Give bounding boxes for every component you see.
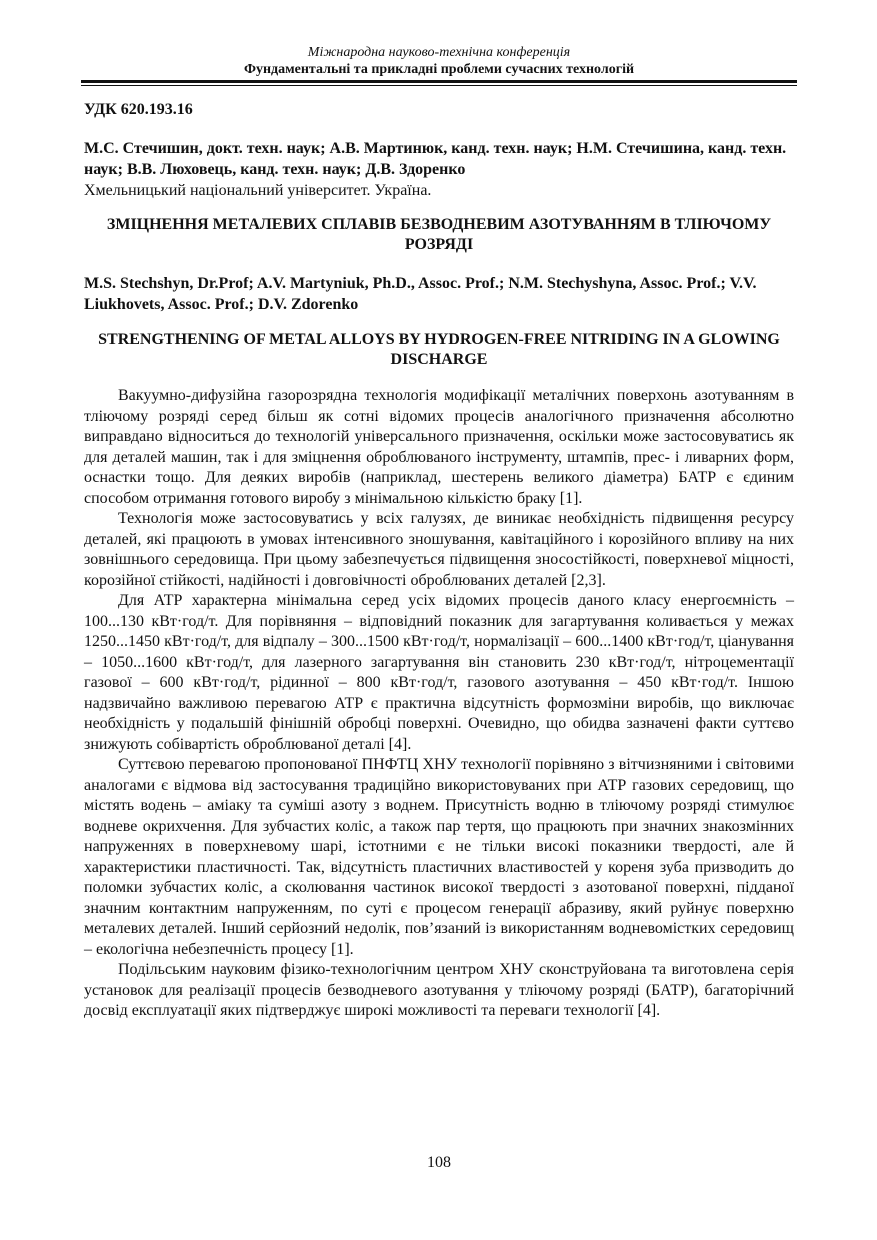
page-number: 108 [427,1154,451,1171]
paragraph: Вакуумно-дифузійна газорозрядна технологія модифікації металічних поверхонь азотуванням в тліючому розряді серед більш як сотні відомих процесів аналогічного призначення абсолютно виправдано відноситься до технологій універсального призначення, оскільки може застосовуватись як для деталей машин, так і для зміцнення оброблюваного інструменту, штампів, прес- і ливарних форм, оснастки тощо. Для деяких виробів (наприклад, шестерень великого діаметра) БАТР є єдиним способом отримання готового виробу з мінімальною кількістю браку [1]. [84,387,794,507]
authors-en: M.S. Stechshyn, Dr.Prof; A.V. Martyniuk, Ph.D., Assoc. Prof.; N.M. Stechyshyna, Assoc. Prof.; V.V. Liukhovets, Assoc. Prof.; D.V. Zdorenko [84,275,757,313]
header-rule-thin [81,85,797,86]
affiliation: Хмельницький національний університет. Україна. [84,182,432,199]
paragraph: Суттєвою перевагою пропонованої ПНФТЦ ХНУ технології порівняно з вітчизняними і світовими аналогами є відмова від застосування традиційно використовуваних при АТР газових середовищ, що містять водень – аміаку та суміші азоту з воднем. Присутність водню в тліючому розряді стимулює водневе окрихчення. Для зубчастих коліс, а також пар тертя, що працюють при значних знакозмінних напруженнях в поверхневому шарі, істотними є не тільки високі показники твердості, але й характеристики пластичності. Так, відсутність пластичних властивостей у кореня зуба призводить до поломки зубчастих коліс, а сколювання частинок високої твердості з азотованої поверхні, підданої значним контактним напруженням, по суті є процесом генерації абразиву, який руйнує поверхню металевих деталей. Інший серйозний недолік, пов’язаний із використанням водневомістких середовищ – екологічна небезпечність процесу [1]. [84,756,794,958]
authors-block-ua [84,138,794,201]
paragraph: Подільським науковим фізико-технологічним центром ХНУ сконструйована та виготовлена серія установок для реалізації процесів безводневого азотування у тліючому розряді (БАТР), багаторічний досвід експлуатації яких підтверджує широкі можливості та переваги технології [4]. [84,961,794,1019]
body-text [84,386,794,1022]
conference-title: Фундаментальні та прикладні проблеми сучасних технологій [243,62,635,77]
title-en: STRENGTHENING OF METAL ALLOYS BY HYDROGEN-FREE NITRIDING IN A GLOWING DISCHARGE [98,331,780,368]
udc-code: УДК 620.193.16 [84,101,193,118]
conference-name: Міжнародна науково-технічна конференція [307,45,571,60]
paragraph: Для АТР характерна мінімальна серед усіх відомих процесів даного класу енергоємність – 100...130 кВт·год/т. Для порівняння – відповідний показник для загартування коливається у межах 1250...1450 кВт·год/т, для відпалу – 300...1500 кВт·год/т, нормалізації – 600...1400 кВт·год/т, ціанування – 1050...1600 кВт·год/т, для лазерного загартування він становить 230 кВт·год/т, нітроцементації газової – 600 кВт·год/т, рідинної – 800 кВт·год/т, газового азотування – 450 кВт·год/т. Іншою надзвичайно важливою перевагою АТР є практична відсутність формозміни виробів, що виключає необхідність у подальшій фінішній обробці поверхні. Очевидно, що обидва зазначені факти суттєво знижують собівартість оброблюваної деталі [4]. [84,592,794,753]
authors-ua: М.С. Стечишин, докт. техн. наук; А.В. Мартинюк, канд. техн. наук; Н.М. Стечишина, канд. техн. наук; В.В. Люховець, канд. техн. наук; Д.В. Здоренко [84,140,787,178]
paragraph: Технологія може застосовуватись у всіх галузях, де виникає необхідність підвищення ресурсу деталей, які працюють в умовах інтенсивного зношування, кавітаційного і корозійного впливу на них зовнішнього середовища. При цьому забезпечується підвищення зносостійкості, поверхневої міцності, корозійної стійкості, надійності і довговічності оброблюваних деталей [2,3]. [84,510,794,589]
title-ua: ЗМІЦНЕННЯ МЕТАЛЕВИХ СПЛАВІВ БЕЗВОДНЕВИМ АЗОТУВАННЯМ В ТЛІЮЧОМУ РОЗРЯДІ [106,216,772,253]
running-header [84,44,794,78]
paper-page [84,0,794,1240]
header-rule-thick [81,80,797,83]
